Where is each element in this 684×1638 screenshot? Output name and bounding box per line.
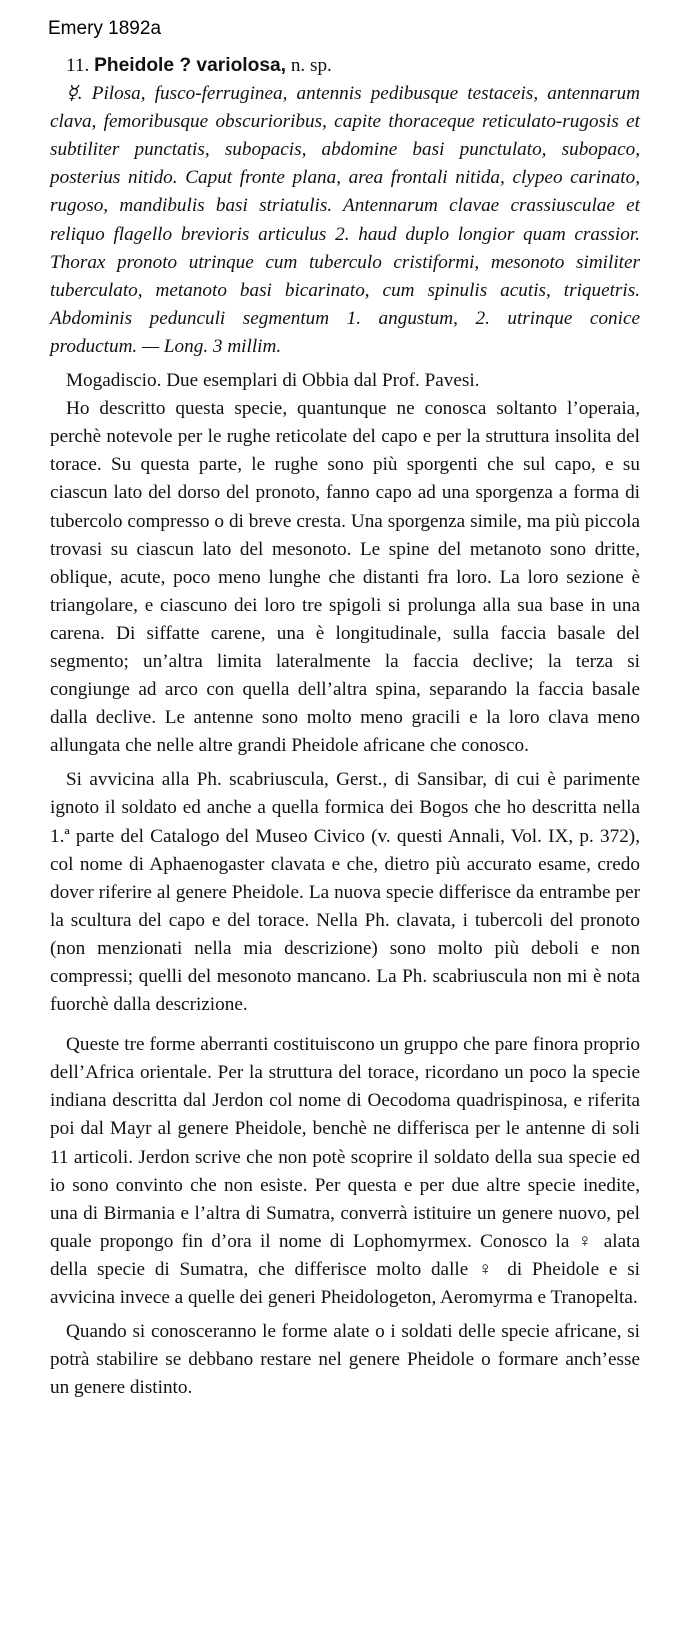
species-title [50,52,640,80]
article-body [50,52,640,1402]
paragraph-group: Queste tre forme aberranti costituiscono un gruppo che pare finora proprio dell’Africa orientale. Per la struttura del torace, ricordano un poco la specie indiana descritta dal Jerdon col nome di Oecodoma quadrispinosa, e riferita poi dal Mayr al genere Pheidole, benchè ne differisca per le antenne di soli 11 articoli. Jerdon scrive che non potè scoprire il soldato della sua specie ed io sono convinto che non esiste. Per questa e per due altre specie inedite, una di Birmania e l’altra di Sumatra, converrà istituire un genere nuovo, pel quale propongo fin d’ora il nome di Lophomyrmex. Conosco la ♀ alata della specie di Sumatra, che differisce molto dalle ♀ di Pheidole e si avvicina invece a quelle dei generi Pheidologeton, Aeromyrma e Tranopelta. [50,1034,640,1309]
latin-diagnosis [50,80,640,361]
paragraph-comparison: Si avvicina alla Ph. scabriuscula, Gerst., di Sansibar, di cui è parimente ignoto il soldato ed anche a quella formica dei Bogos che ho descritta nella 1.ª parte del Catalogo del Museo Civico (v. questi Annali, Vol. IX, p. 372), col nome di Aphaenogaster clavata e che, dietro più accurato esame, credo dover riferire al genere Pheidole. La nuova specie differisce da entrambe per la scultura del capo e del torace. Nella Ph. clavata, i tubercoli del pronoto (non menzionati nella mia descrizione) sono molto più deboli e non compressi; quelli del mesonoto mancano. La Ph. scabriuscula non mi è nota fuorchè dalla descrizione. [50,769,640,1016]
species-suffix: n. sp. [290,55,332,76]
species-name: Pheidole ? variolosa, [94,55,287,76]
diagnosis-text: Pilosa, fusco-ferruginea, antennis pedibusque testaceis, antennarum clava, femoribusque obscurioribus, capite thoraceque reticulato-rugosis et subtiliter punctatis, subopacis, abdomine basi punctulato, subopaco, posterius nitido. Caput fronte plana, area frontali nitida, clypeo carinato, rugoso, mandibulis basi striatulis. Antennarum clavae crassiusculae et reliquo flagello brevioris articulus 2. haud duplo longior quam crassior. Thorax pronoto utrinque cum tuberculo cristiformi, mesonoto similiter tuberculato, metanoto basi bicarinato, cum spinulis acutis, triquetris. Abdominis pedunculi segmentum 1. angustum, 2. utrinque conice productum. — Long. 3 millim. [50,83,641,357]
worker-sign: ☿. [66,83,83,105]
paragraph-description: Ho descritto questa specie, quantunque ne conosca soltanto l’operaia, perchè notevole per le rughe reticolate del capo e per la struttura insolita del torace. Su questa parte, le rughe sono più sporgenti che sul capo, e su ciascun lato del dorso del pronoto, fanno capo ad una sporgenza a forma di tubercolo compresso o di breve cresta. Una sporgenza simile, ma più piccola trovasi su ciascun lato del mesonoto. Le spine del metanoto sono dritte, oblique, acute, poco meno lunghe che distanti fra loro. La loro sezione è triangolare, e ciascuno dei loro tre spigoli si prolunga alla sua base in una carena. Di siffatte carene, una è longitudinale, sulla faccia basale del segmento; un’altra limita lateralmente la faccia declive; la terza si congiunge ad arco con quella dell’altra spina, separando la faccia basale dalla declive. Le antenne sono molto meno gracili e la loro clava meno allungata che nelle altre grandi Pheidole africane che conosco. [50,398,640,757]
paragraph-locality: Mogadiscio. Due esemplari di Obbia dal Prof. Pavesi. [66,370,480,392]
species-number: 11. [66,55,90,76]
document-header-label: Emery 1892a [48,18,162,39]
paragraph-conclusion: Quando si conosceranno le forme alate o i soldati delle specie africane, si potrà stabilire se debbano restare nel genere Pheidole o formare anch’esse un genere distinto. [50,1321,640,1399]
